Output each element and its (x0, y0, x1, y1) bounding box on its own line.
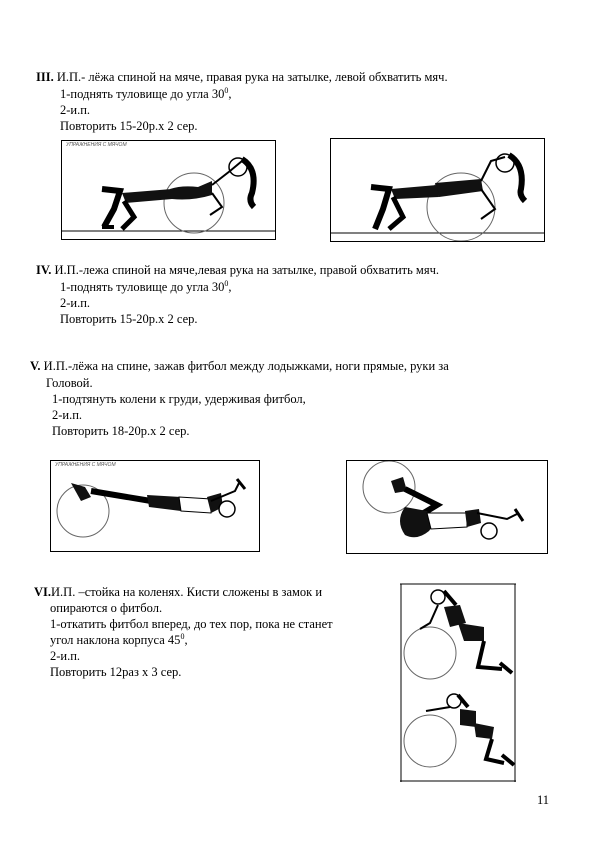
exercise3-figure-left (61, 140, 276, 240)
section5-line1 (30, 359, 449, 374)
section4-line4: Повторить 15-20р.х 2 сер. (60, 312, 198, 326)
section6-line4: Повторить 12раз х 3 сер. (50, 665, 182, 679)
exercise3-figure-right (330, 138, 545, 242)
figure-watermark: УПРАЖНЕНИЯ С МЯЧОМ (55, 462, 116, 468)
section3-line1 (36, 70, 448, 85)
section5-text: И.П.-лёжа на спине, зажав фитбол между лодыжками, ноги прямые, руки за (40, 359, 449, 373)
section3-numeral: III. (36, 70, 54, 84)
section4-numeral: IV. (36, 263, 52, 277)
section3-line4: Повторить 15-20р.х 2 сер. (60, 119, 198, 133)
section6-line1 (34, 585, 392, 600)
section5-numeral: V. (30, 359, 41, 373)
section5-line1b: Головой. (46, 376, 93, 390)
page-number: 11 (537, 793, 550, 807)
section3-text: И.П.- лёжа спиной на мяче, правая рука на затылке, левой обхватить мяч. (53, 70, 448, 84)
section3-line3: 2-и.п. (60, 103, 91, 117)
section5-line4: Повторить 18-20р.х 2 сер. (52, 424, 190, 438)
section6-line2b: угол наклона корпуса $45^0$, (50, 632, 188, 647)
figure-watermark: УПРАЖНЕНИЯ С МЯЧОМ (66, 142, 127, 148)
exercise6-figure (400, 583, 516, 782)
exercise5-figure-left (50, 460, 260, 552)
section5-line3: 2-и.п. (52, 408, 83, 422)
section4-line2: 1-поднять туловище до угла $30^0$, (60, 279, 232, 294)
section6-line1b: опираются о фитбол. (50, 601, 163, 615)
section6-line3: 2-и.п. (50, 649, 81, 663)
section6-numeral: VI. (34, 585, 52, 599)
section4-text: И.П.-лежа спиной на мяче,левая рука на затылке, правой обхватить мяч. (51, 263, 440, 277)
section4-line1 (36, 263, 439, 278)
section4-line3: 2-и.п. (60, 296, 91, 310)
section5-line2: 1-подтянуть колени к груди, удерживая фитбол, (52, 392, 306, 406)
exercise5-figure-right (346, 460, 548, 554)
section3-line2: 1-поднять туловище до угла $30^0$, (60, 86, 232, 101)
section6-text: И.П. –стойка на коленях. Кисти сложены в замок и (51, 585, 323, 599)
section6-line2: 1-откатить фитбол вперед, до тех пор, пока не станет (50, 617, 333, 631)
